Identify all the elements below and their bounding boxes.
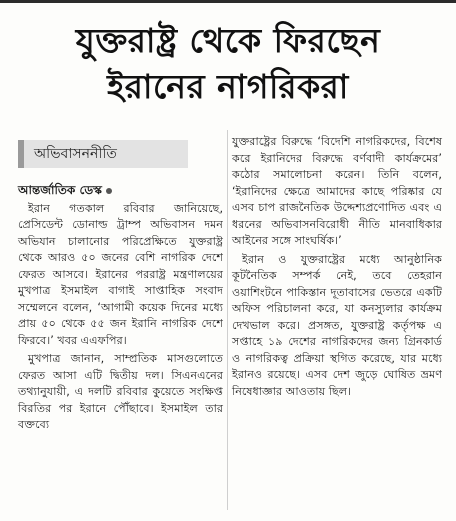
headline <box>0 18 456 110</box>
headline-line-1: যুক্তরাষ্ট্র থেকে ফিরছেন <box>75 21 381 60</box>
dateline <box>18 182 223 199</box>
bullet-dot-icon <box>106 188 112 194</box>
right-column <box>232 134 442 402</box>
left-column <box>18 182 223 436</box>
section-kicker: অভিবাসননীতি <box>18 140 188 168</box>
top-rule <box>0 0 456 3</box>
headline-line-2: ইরানের নাগরিকরা <box>107 67 349 106</box>
column-divider <box>227 130 228 510</box>
paragraph: মুখপাত্র জানান, সাম্প্রতিক মাসগুলোতে ফেরত আসা এটি দ্বিতীয় দল। সিএনএনের তথ্যানুযায়ী, এ দলটি রবিবার কুয়েতে সংক্ষিপ্ত বিরতির পর ইরানে পৌঁছাবে। ইসমাইল তার বক্তব্যে <box>18 352 223 431</box>
paragraph: যুক্তরাষ্ট্রের বিরুদ্ধে ‘বিদেশি নাগরিকদের, বিশেষ করে ইরানিদের বিরুদ্ধে বর্ণবাদী কার্যক্রমের’ কঠোর সমালোচনা করেন। তিনি বলেন, ‘ইরানিদের ক্ষেত্রে আমাদের কাছে পরিষ্কার যে এসব চাপ রাজনৈতিক উদ্দেশ্যপ্রণোদিত এবং এ ধরনের অভিবাসনবিরোধী নীতি মানবাধিকার আইনের সঙ্গে সাংঘর্ষিক।’ <box>232 135 442 247</box>
paragraph: ইরান ও যুক্তরাষ্ট্রের মধ্যে আনুষ্ঠানিক কূটনৈতিক সম্পর্ক নেই, তবে তেহরান ওয়াশিংটনে পাকিস্তান দূতাবাসের ভেতরে একটি অফিস পরিচালনা করে, যা কনস্যুলার কার্যক্রম দেখভাল করে। প্রসঙ্গত, যুক্তরাষ্ট্র কর্তৃপক্ষ এ সপ্তাহে ১৯ দেশের নাগরিকদের জন্য গ্রিনকার্ড ও নাগরিকত্ব প্রক্রিয়া স্থগিত করেছে, যার মধ্যে ইরানও রয়েছে। এসব দেশ জুড়ে ঘোষিত ভ্রমণ নিষেধাজ্ঞার আওতায় ছিল। <box>232 252 442 398</box>
paragraph: ইরান গতকাল রবিবার জানিয়েছে, প্রেসিডেন্ট ডোনাল্ড ট্রাম্প অভিবাসন দমন অভিযান চালানোর পরিপ্রেক্ষিতে যুক্তরাষ্ট্র থেকে আরও ৫০ জনের বেশি নাগরিক দেশে ফেরত আসবে। ইরানের পররাষ্ট্র মন্ত্রণালয়ের মুখপাত্র ইসমাইল বাগাই সাপ্তাহিক সংবাদ সম্মেলনে বলেন, ‘আগামী কয়েক দিনের মধ্যে প্রায় ৫০ থেকে ৫৫ জন ইরানি নাগরিক দেশে ফিরবে।’ খবর এএফপির। <box>18 201 223 347</box>
dateline-text: আন্তর্জাতিক ডেস্ক <box>18 183 102 197</box>
